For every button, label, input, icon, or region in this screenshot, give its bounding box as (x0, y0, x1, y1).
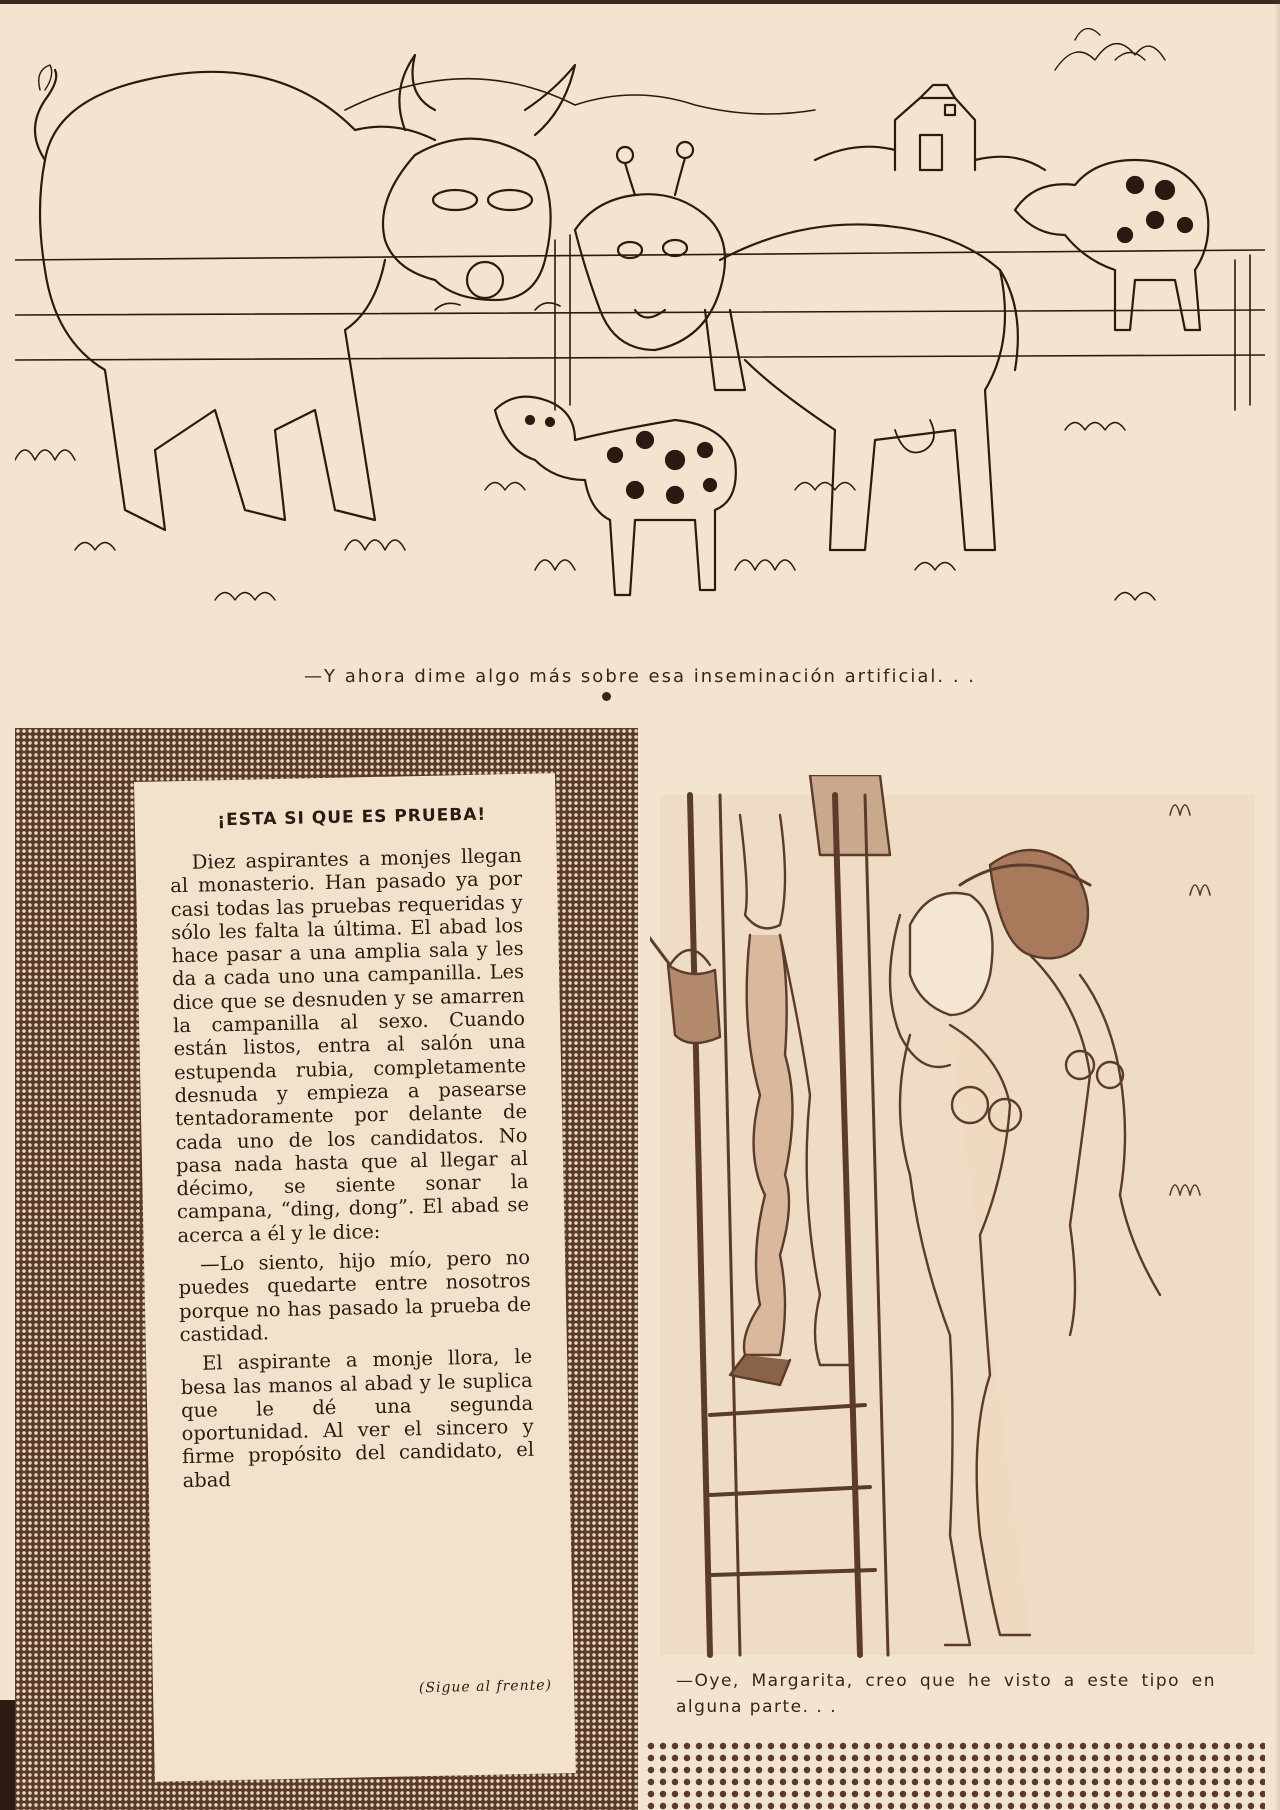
dotted-border-strip (645, 1740, 1265, 1810)
barn-drawing (815, 85, 1045, 170)
article-body (169, 844, 534, 1498)
top-edge (0, 0, 1280, 4)
farm-cartoon-illustration (15, 10, 1265, 650)
article-paragraph: Diez aspirantes a monjes llegan al monasterio. Han pasado ya por casi todas las pruebas requeridas y sólo les falta la última. El abad los hace pasar a una amplia sala y les da a cada uno una campanilla. Les dice que se desnuden y se amarren la campanilla al sexo. Cuando están listos, entra al salón una estupenda rubia, completamente desnuda y empieza a pasearse tentadoramente por delante de cada uno de los candidatos. No pasa nada hasta que al llegar al décimo, se siente sonar la campana, “ding, dong”. El abad se acerca a él y le dice: (169, 843, 530, 1247)
right-cartoon-caption: —Oye, Margarita, creo que he visto a este tipo en alguna parte. . . (676, 1671, 1216, 1717)
article-paragraph: —Lo siento, hijo mío, pero no puedes quedarte entre nosotros porque no has pasado la prueba de castidad. (178, 1245, 532, 1347)
continue-note: (Sigue al frente) (418, 1677, 553, 1697)
distant-cow-drawing (1015, 160, 1208, 330)
ladder-cartoon-illustration (650, 775, 1265, 1675)
top-cartoon-caption: —Y ahora dime algo más sobre esa inseminación artificial. . . (304, 666, 976, 687)
page-fold-shadow (0, 1700, 15, 1810)
article-paragraph: El aspirante a monje llora, le besa las manos al abad y le suplica que le dé una segunda oportunidad. Al ver el sincero y firme propósito del candidato, el abad (180, 1345, 535, 1492)
calf-drawing (495, 397, 736, 595)
article-title: ¡ESTA SI QUE ES PRUEBA! (217, 804, 487, 831)
article-card (134, 773, 576, 1782)
bull-drawing (35, 55, 575, 530)
fence-drawing (15, 235, 1265, 410)
separator-dot (602, 692, 611, 701)
page-edge-shadow (1274, 0, 1280, 1810)
